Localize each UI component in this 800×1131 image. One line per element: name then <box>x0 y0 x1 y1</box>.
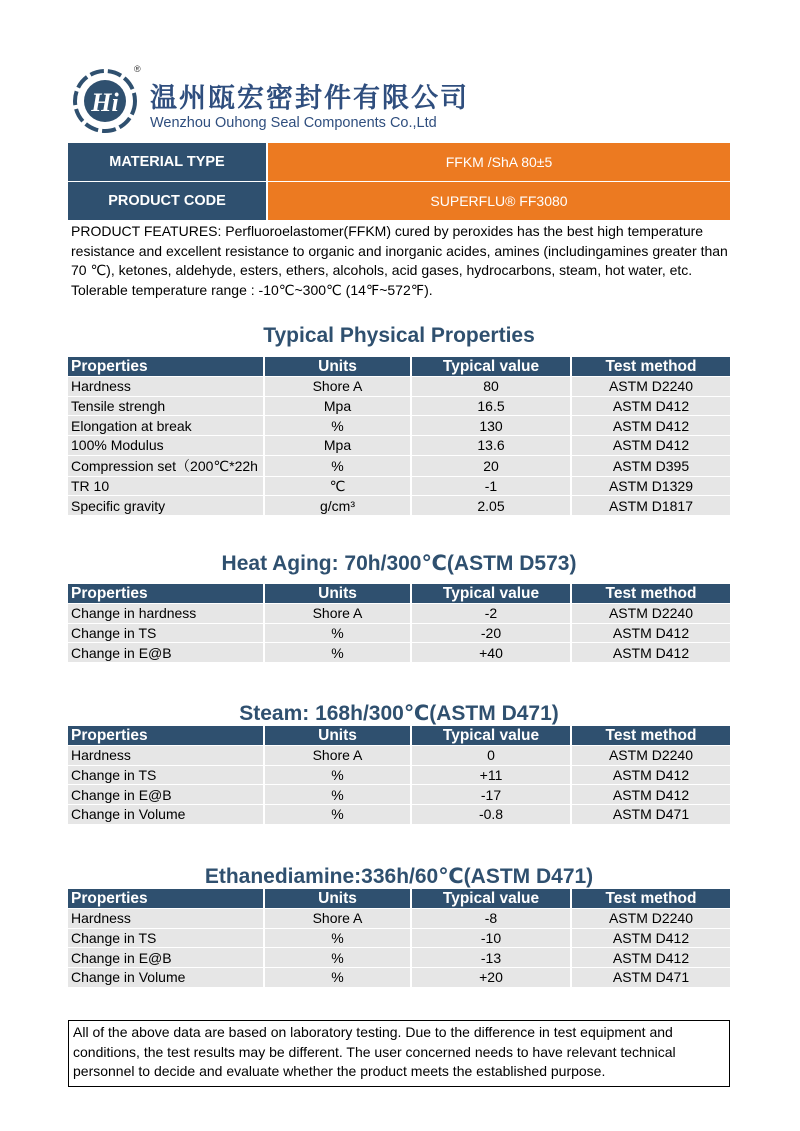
value-cell: -2 <box>411 604 571 624</box>
column-header: Test method <box>571 726 730 746</box>
property-cell: Change in E@B <box>68 785 264 805</box>
table-header-row <box>68 357 730 377</box>
test-method-cell: ASTM D412 <box>571 948 730 968</box>
test-method-cell: ASTM D412 <box>571 396 730 416</box>
test-method-cell: ASTM D2240 <box>571 909 730 929</box>
table-row <box>68 805 730 824</box>
column-header: Test method <box>571 584 730 604</box>
unit-cell: % <box>264 968 411 987</box>
value-cell: -13 <box>411 948 571 968</box>
disclaimer-text: All of the above data are based on laboratory testing. Due to the difference in test equipment and conditions, the test results may be different. The user concerned needs to have relevant technical personnel to decide and evaluate whether the product meets the established purpose. <box>68 1020 730 1087</box>
table-row <box>68 909 730 929</box>
company-name-chinese: 温州瓯宏密封件有限公司 <box>150 83 469 114</box>
test-method-cell: ASTM D412 <box>571 436 730 456</box>
property-cell: Hardness <box>68 909 264 929</box>
column-header: Typical value <box>411 357 571 377</box>
property-cell: Hardness <box>68 377 264 397</box>
column-header: Test method <box>571 889 730 909</box>
table-row <box>68 928 730 948</box>
unit-cell: % <box>264 416 411 436</box>
value-cell: 16.5 <box>411 396 571 416</box>
column-header: Units <box>264 726 411 746</box>
table-row <box>68 623 730 643</box>
material-type-row <box>68 143 730 182</box>
value-cell: 0 <box>411 746 571 766</box>
test-method-cell: ASTM D1329 <box>571 476 730 496</box>
table-row <box>68 416 730 436</box>
value-cell: -20 <box>411 623 571 643</box>
value-cell: -10 <box>411 928 571 948</box>
material-type-label: MATERIAL TYPE <box>68 143 268 181</box>
unit-cell: Mpa <box>264 436 411 456</box>
unit-cell: % <box>264 805 411 824</box>
unit-cell: g/cm³ <box>264 496 411 515</box>
material-type-value: FFKM /ShA 80±5 <box>268 143 730 181</box>
company-name-english: Wenzhou Ouhong Seal Components Co.,Ltd <box>150 115 437 131</box>
unit-cell: % <box>264 455 411 476</box>
property-cell: TR 10 <box>68 476 264 496</box>
test-method-cell: ASTM D412 <box>571 416 730 436</box>
unit-cell: Mpa <box>264 396 411 416</box>
test-method-cell: ASTM D1817 <box>571 496 730 515</box>
svg-text:Hi: Hi <box>91 88 119 117</box>
unit-cell: ℃ <box>264 476 411 496</box>
value-cell: +40 <box>411 643 571 662</box>
table-row <box>68 396 730 416</box>
test-method-cell: ASTM D471 <box>571 805 730 824</box>
heat-aging-table <box>68 584 730 662</box>
property-cell: Specific gravity <box>68 496 264 515</box>
property-cell: Change in TS <box>68 765 264 785</box>
product-code-row <box>68 182 730 221</box>
test-method-cell: ASTM D2240 <box>571 377 730 397</box>
section-title-physical: Typical Physical Properties <box>263 324 535 347</box>
property-cell: Change in E@B <box>68 643 264 662</box>
unit-cell: Shore A <box>264 746 411 766</box>
unit-cell: % <box>264 643 411 662</box>
test-method-cell: ASTM D412 <box>571 928 730 948</box>
table-header-row <box>68 889 730 909</box>
physical-properties-table <box>68 357 730 515</box>
table-header-row <box>68 584 730 604</box>
unit-cell: % <box>264 623 411 643</box>
test-method-cell: ASTM D412 <box>571 785 730 805</box>
value-cell: 130 <box>411 416 571 436</box>
material-info-box <box>68 143 730 221</box>
column-header: Units <box>264 889 411 909</box>
table-row <box>68 436 730 456</box>
property-cell: Compression set（200℃*22h <box>68 455 264 476</box>
column-header: Typical value <box>411 584 571 604</box>
property-cell: Change in Volume <box>68 805 264 824</box>
column-header: Units <box>264 357 411 377</box>
value-cell: 20 <box>411 455 571 476</box>
property-cell: Change in hardness <box>68 604 264 624</box>
value-cell: 80 <box>411 377 571 397</box>
unit-cell: % <box>264 765 411 785</box>
property-cell: Change in E@B <box>68 948 264 968</box>
test-method-cell: ASTM D412 <box>571 643 730 662</box>
table-row <box>68 746 730 766</box>
product-code-value: SUPERFLU® FF3080 <box>268 182 730 220</box>
unit-cell: % <box>264 928 411 948</box>
unit-cell: Shore A <box>264 377 411 397</box>
column-header: Properties <box>68 584 264 604</box>
test-method-cell: ASTM D2240 <box>571 604 730 624</box>
company-logo-icon <box>72 68 138 134</box>
value-cell: +11 <box>411 765 571 785</box>
property-cell: Hardness <box>68 746 264 766</box>
unit-cell: Shore A <box>264 909 411 929</box>
table-row <box>68 604 730 624</box>
column-header: Units <box>264 584 411 604</box>
value-cell: -17 <box>411 785 571 805</box>
section-title-steam: Steam: 168h/300℃(ASTM D471) <box>239 702 559 725</box>
registered-mark: ® <box>134 64 141 74</box>
column-header: Properties <box>68 726 264 746</box>
table-row <box>68 785 730 805</box>
value-cell: -8 <box>411 909 571 929</box>
ethanediamine-table <box>68 889 730 987</box>
product-code-label: PRODUCT CODE <box>68 182 268 220</box>
column-header: Typical value <box>411 726 571 746</box>
table-row <box>68 643 730 662</box>
property-cell: Change in Volume <box>68 968 264 987</box>
column-header: Properties <box>68 357 264 377</box>
table-row <box>68 968 730 987</box>
table-row <box>68 765 730 785</box>
value-cell: +20 <box>411 968 571 987</box>
property-cell: Tensile strengh <box>68 396 264 416</box>
unit-cell: % <box>264 785 411 805</box>
property-cell: Elongation at break <box>68 416 264 436</box>
property-cell: Change in TS <box>68 623 264 643</box>
product-features-text: PRODUCT FEATURES: Perfluoroelastomer(FFKM) cured by peroxides has the best high temperature resistance and excellent resistance to organic and inorganic acides, amines (includingamines greater than 70 ℃), ketones, aldehyde, esters, ethers, alcohols, acid gases, hydrocarbons, steam, hot water, etc. Tolerable temperature range : -10℃~300℃ (14℉~572℉). <box>71 223 728 298</box>
value-cell: -0.8 <box>411 805 571 824</box>
steam-table <box>68 726 730 824</box>
test-method-cell: ASTM D412 <box>571 623 730 643</box>
test-method-cell: ASTM D395 <box>571 455 730 476</box>
table-row <box>68 455 730 476</box>
unit-cell: % <box>264 948 411 968</box>
section-title-ethanediamine: Ethanediamine:336h/60℃(ASTM D471) <box>204 865 594 888</box>
test-method-cell: ASTM D412 <box>571 765 730 785</box>
value-cell: 13.6 <box>411 436 571 456</box>
table-row <box>68 377 730 397</box>
column-header: Typical value <box>411 889 571 909</box>
value-cell: 2.05 <box>411 496 571 515</box>
table-row <box>68 496 730 515</box>
table-row <box>68 948 730 968</box>
property-cell: 100% Modulus <box>68 436 264 456</box>
value-cell: -1 <box>411 476 571 496</box>
column-header: Test method <box>571 357 730 377</box>
section-title-heat-aging: Heat Aging: 70h/300℃(ASTM D573) <box>221 552 577 575</box>
test-method-cell: ASTM D2240 <box>571 746 730 766</box>
column-header: Properties <box>68 889 264 909</box>
property-cell: Change in TS <box>68 928 264 948</box>
table-row <box>68 476 730 496</box>
unit-cell: Shore A <box>264 604 411 624</box>
test-method-cell: ASTM D471 <box>571 968 730 987</box>
table-header-row <box>68 726 730 746</box>
